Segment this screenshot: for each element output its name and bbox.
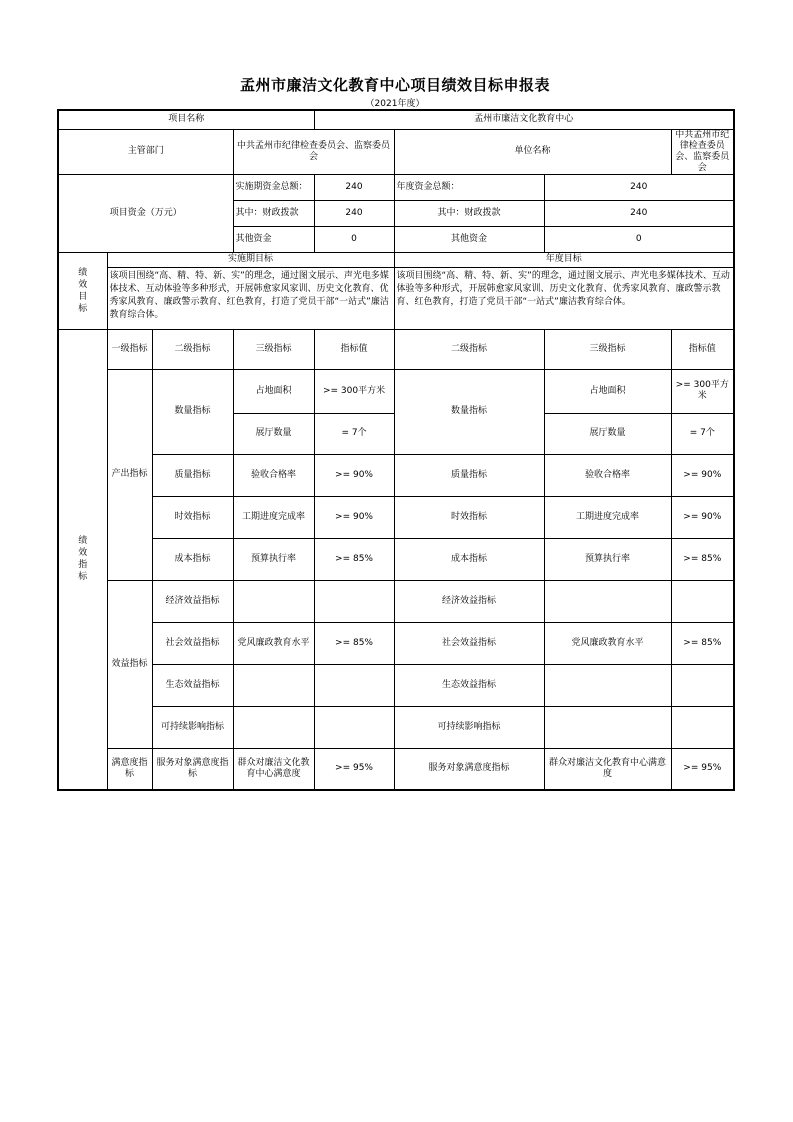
year-other-value: 0 <box>544 226 734 252</box>
budget-value-year: >= 85% <box>671 538 734 580</box>
ecological-label: 生态效益指标 <box>152 664 233 706</box>
dept-label: 主管部门 <box>58 129 233 174</box>
sustainable-value <box>314 706 394 748</box>
funds-label: 项目资金（万元） <box>58 174 233 252</box>
acceptance-label: 验收合格率 <box>233 454 314 496</box>
satisfaction-l3: 群众对廉洁文化教育中心满意度 <box>233 748 314 790</box>
h-value: 指标值 <box>314 329 394 369</box>
quality-label: 质量指标 <box>152 454 233 496</box>
economic-value <box>314 580 394 622</box>
unit-value: 中共孟州市纪律检查委员会、监察委员会 <box>671 129 734 174</box>
satisfaction-l2: 服务对象满意度指标 <box>152 748 233 790</box>
economic-label-year: 经济效益指标 <box>394 580 544 622</box>
area-value: >= 300平方米 <box>314 369 394 413</box>
performance-table <box>57 109 735 791</box>
acceptance-label-year: 验收合格率 <box>544 454 671 496</box>
ecological-label-year: 生态效益指标 <box>394 664 544 706</box>
other-funds-value: 0 <box>314 226 394 252</box>
year-total-label: 年度资金总额： <box>394 174 544 200</box>
year-fiscal-label: 其中：财政拨款 <box>394 200 544 226</box>
satisfaction-value-year: >= 95% <box>671 748 734 790</box>
sustainable-l3-year <box>544 706 671 748</box>
halls-label: 展厅数量 <box>233 413 314 454</box>
h-level3-year: 三级指标 <box>544 329 671 369</box>
year-fiscal-value: 240 <box>544 200 734 226</box>
social-value-year: >= 85% <box>671 622 734 664</box>
budget-value: >= 85% <box>314 538 394 580</box>
satisfaction-l2-year: 服务对象满意度指标 <box>394 748 544 790</box>
acceptance-value: >= 90% <box>314 454 394 496</box>
fiscal-funds-value: 240 <box>314 200 394 226</box>
indicators-side-label: 绩效指标 <box>58 329 107 790</box>
sustainable-value-year <box>671 706 734 748</box>
year-other-label: 其他资金 <box>394 226 544 252</box>
ecological-l3-year <box>544 664 671 706</box>
area-label: 占地面积 <box>233 369 314 413</box>
year-goal-header: 年度目标 <box>394 252 734 267</box>
h-level2: 二级指标 <box>152 329 233 369</box>
total-funds-label: 实施期资金总额： <box>233 174 314 200</box>
progress-label-year: 工期进度完成率 <box>544 496 671 538</box>
h-level2-year: 二级指标 <box>394 329 544 369</box>
sustainable-label: 可持续影响指标 <box>152 706 233 748</box>
h-value-year: 指标值 <box>671 329 734 369</box>
ecological-value <box>314 664 394 706</box>
quantity-label: 数量指标 <box>152 369 233 454</box>
impl-goal-text: 该项目围绕“高、精、特、新、实”的理念，通过图文展示、声光电多媒体技术、互动体验等多种形式，开展韩愈家风家训、历史文化教育、优秀家风教育、廉政警示教育、红色教育，打造了党员干部“一站式”廉洁教育综合体。 <box>107 267 394 329</box>
impl-goal-header: 实施期目标 <box>107 252 394 267</box>
acceptance-value-year: >= 90% <box>671 454 734 496</box>
satisfaction-label: 满意度指标 <box>107 748 152 790</box>
sustainable-l3 <box>233 706 314 748</box>
halls-value-year: = 7个 <box>671 413 734 454</box>
sustainable-label-year: 可持续影响指标 <box>394 706 544 748</box>
timeliness-label: 时效指标 <box>152 496 233 538</box>
social-label: 社会效益指标 <box>152 622 233 664</box>
progress-value-year: >= 90% <box>671 496 734 538</box>
halls-value: = 7个 <box>314 413 394 454</box>
h-level3: 三级指标 <box>233 329 314 369</box>
economic-label: 经济效益指标 <box>152 580 233 622</box>
ecological-value-year <box>671 664 734 706</box>
unit-label: 单位名称 <box>394 129 671 174</box>
ecological-l3 <box>233 664 314 706</box>
total-funds-value: 240 <box>314 174 394 200</box>
timeliness-label-year: 时效指标 <box>394 496 544 538</box>
fiscal-funds-label: 其中：财政拨款 <box>233 200 314 226</box>
h-level1: 一级指标 <box>107 329 152 369</box>
project-name-label: 项目名称 <box>58 110 314 129</box>
economic-value-year <box>671 580 734 622</box>
economic-l3 <box>233 580 314 622</box>
quantity-label-year: 数量指标 <box>394 369 544 454</box>
budget-label: 预算执行率 <box>233 538 314 580</box>
quality-label-year: 质量指标 <box>394 454 544 496</box>
satisfaction-value: >= 95% <box>314 748 394 790</box>
project-name-value: 孟州市廉洁文化教育中心 <box>314 110 734 129</box>
progress-label: 工期进度完成率 <box>233 496 314 538</box>
dept-value: 中共孟州市纪律检查委员会、监察委员会 <box>233 129 394 174</box>
benefit-label: 效益指标 <box>107 580 152 748</box>
output-label: 产出指标 <box>107 369 152 580</box>
cost-label-year: 成本指标 <box>394 538 544 580</box>
form-title: 孟州市廉洁文化教育中心项目绩效目标申报表 <box>239 76 550 94</box>
area-label-year: 占地面积 <box>544 369 671 413</box>
budget-label-year: 预算执行率 <box>544 538 671 580</box>
year-total-value: 240 <box>544 174 734 200</box>
social-l3-year: 党风廉政教育水平 <box>544 622 671 664</box>
cost-label: 成本指标 <box>152 538 233 580</box>
area-value-year: >= 300平方米 <box>671 369 734 413</box>
satisfaction-l3-year: 群众对廉洁文化教育中心满意度 <box>544 748 671 790</box>
form-year: （2021年度） <box>365 99 425 109</box>
social-label-year: 社会效益指标 <box>394 622 544 664</box>
year-goal-text: 该项目围绕“高、精、特、新、实”的理念，通过图文展示、声光电多媒体技术、互动体验等多种形式，开展韩愈家风家训、历史文化教育、优秀家风教育、廉政警示教育、红色教育，打造了党员干部“一站式”廉洁教育综合体。 <box>394 267 734 329</box>
social-l3: 党风廉政教育水平 <box>233 622 314 664</box>
other-funds-label: 其他资金 <box>233 226 314 252</box>
progress-value: >= 90% <box>314 496 394 538</box>
goals-side-label: 绩效目标 <box>58 252 107 329</box>
social-value: >= 85% <box>314 622 394 664</box>
economic-l3-year <box>544 580 671 622</box>
halls-label-year: 展厅数量 <box>544 413 671 454</box>
